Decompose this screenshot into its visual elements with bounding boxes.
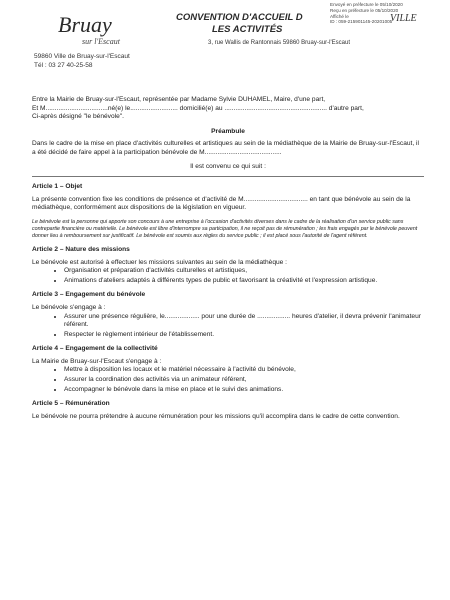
title-line-1: CONVENTION D'ACCUEIL D (176, 12, 303, 23)
article-4-intro: La Mairie de Bruay-sur-l'Escaut s'engage à : (32, 357, 162, 365)
stamp-line: ID : 059-215901145-20201005 (330, 19, 393, 25)
article-5-text: Le bénévole ne pourra prétendre à aucune rémunération pour les missions qu'il accomplira dans le cadre de cette convention. (32, 412, 400, 420)
article-2-intro: Le bénévole est autorisé à effectuer les missions suivantes au sein de la médiathèque : (32, 258, 287, 266)
venue-address: 3, rue Wallis de Rantonnais 59860 Bruay-sur-l'Escaut (208, 40, 350, 46)
divider (32, 176, 424, 177)
document-title (176, 12, 303, 36)
party-volunteer: Et M..................................né(e) le.......................... domicilié(e) au ........................................................ d'autre part, (32, 104, 364, 112)
list-item: • Mettre à disposition les locaux et le matériel nécessaire à l'activité du bénévole, (64, 366, 424, 375)
address-line: 59860 Ville de Bruay-sur-l'Escaut (34, 53, 130, 60)
list-item: • Assurer la coordination des activités via un animateur référent, (64, 376, 424, 385)
article-3-list (32, 313, 424, 340)
article-1-title: Article 1 – Objet (32, 183, 83, 191)
handwritten-mark: VILLE (390, 13, 417, 24)
list-item: • Organisation et préparation d'activités culturelles et artistiques, (64, 267, 424, 276)
preamble-text: Dans le cadre de la mise en place d'activités culturelles et artistiques au sein de la médiathèque de la Mairie de Bruay-sur-l'Escaut, il a été décidé de faire appel à la participation bénévole de M.......................................... (32, 140, 419, 156)
title-line-2: LES ACTIVITÉS (212, 24, 283, 35)
sender-address (34, 52, 130, 70)
phone-line: Tél : 03 27 40-25-58 (34, 62, 93, 69)
prefecture-stamp (330, 2, 428, 40)
convention-body (32, 96, 424, 421)
article-1-text: La présente convention fixe les conditions de présence et d'activité de M................................... en tant que bénévole au sein de la médiathèque, conformément aux dispositions de la législation en vigueur. (32, 195, 411, 212)
article-4-list (32, 366, 424, 394)
preamble-title: Préambule (211, 127, 245, 135)
article-2-list (32, 267, 424, 285)
article-2-title: Article 2 – Nature des missions (32, 245, 130, 253)
party-designation: Ci-après désigné "le bénévole". (32, 113, 124, 121)
list-item: • Animations d'ateliers adaptés à différents types de public et favorisant la créativité et l'expression artistique. (64, 277, 424, 286)
bruay-logo (42, 10, 132, 50)
list-item: • Respecter le règlement intérieur de l'établissement. (64, 331, 424, 340)
logo-tagline: sur l'Escaut (82, 37, 120, 46)
logo-wordmark: Bruay (58, 12, 112, 37)
list-item: • Accompagner le bénévole dans la mise en place et le suivi des animations. (64, 386, 424, 395)
article-3-intro: Le bénévole s'engage à : (32, 303, 106, 311)
list-item: • Assurer une présence régulière, le................... pour une durée de .................. heures d'atelier, il devra prévenir l'animateur référent. (64, 313, 424, 330)
stamp-line: Reçu en préfecture le 05/10/2020 (330, 7, 399, 13)
volunteer-note: Le bénévole est la personne qui apporte son concours à une entreprise à l'occasion d'activités diverses dans le cadre de la réalisation d'un service public sans contrepartie financière ou matérielle. Le bénévole est libre d'interrompre sa participation, il ne reçoit pas de rémunération ; les frais engagés par le bénévole peuvent donner lieu à remboursement sur justificatif. Le bénévole est soumis aux règles du service public ; il est placé sous l'autorité de l'agent référent. (32, 218, 418, 239)
article-5-title: Article 5 – Rémunération (32, 400, 110, 408)
party-mairie: Entre la Mairie de Bruay-sur-l'Escaut, représentée par Madame Sylvie DUHAMEL, Maire, d'une part, (32, 96, 326, 103)
stamp-line: Affiché le (330, 13, 349, 19)
agreed-statement: Il est convenu ce qui suit : (190, 162, 266, 170)
stamp-line: Envoyé en préfecture le 05/10/2020 (330, 2, 403, 7)
article-3-title: Article 3 – Engagement du bénévole (32, 291, 146, 299)
article-4-title: Article 4 – Engagement de la collectivité (32, 345, 158, 353)
